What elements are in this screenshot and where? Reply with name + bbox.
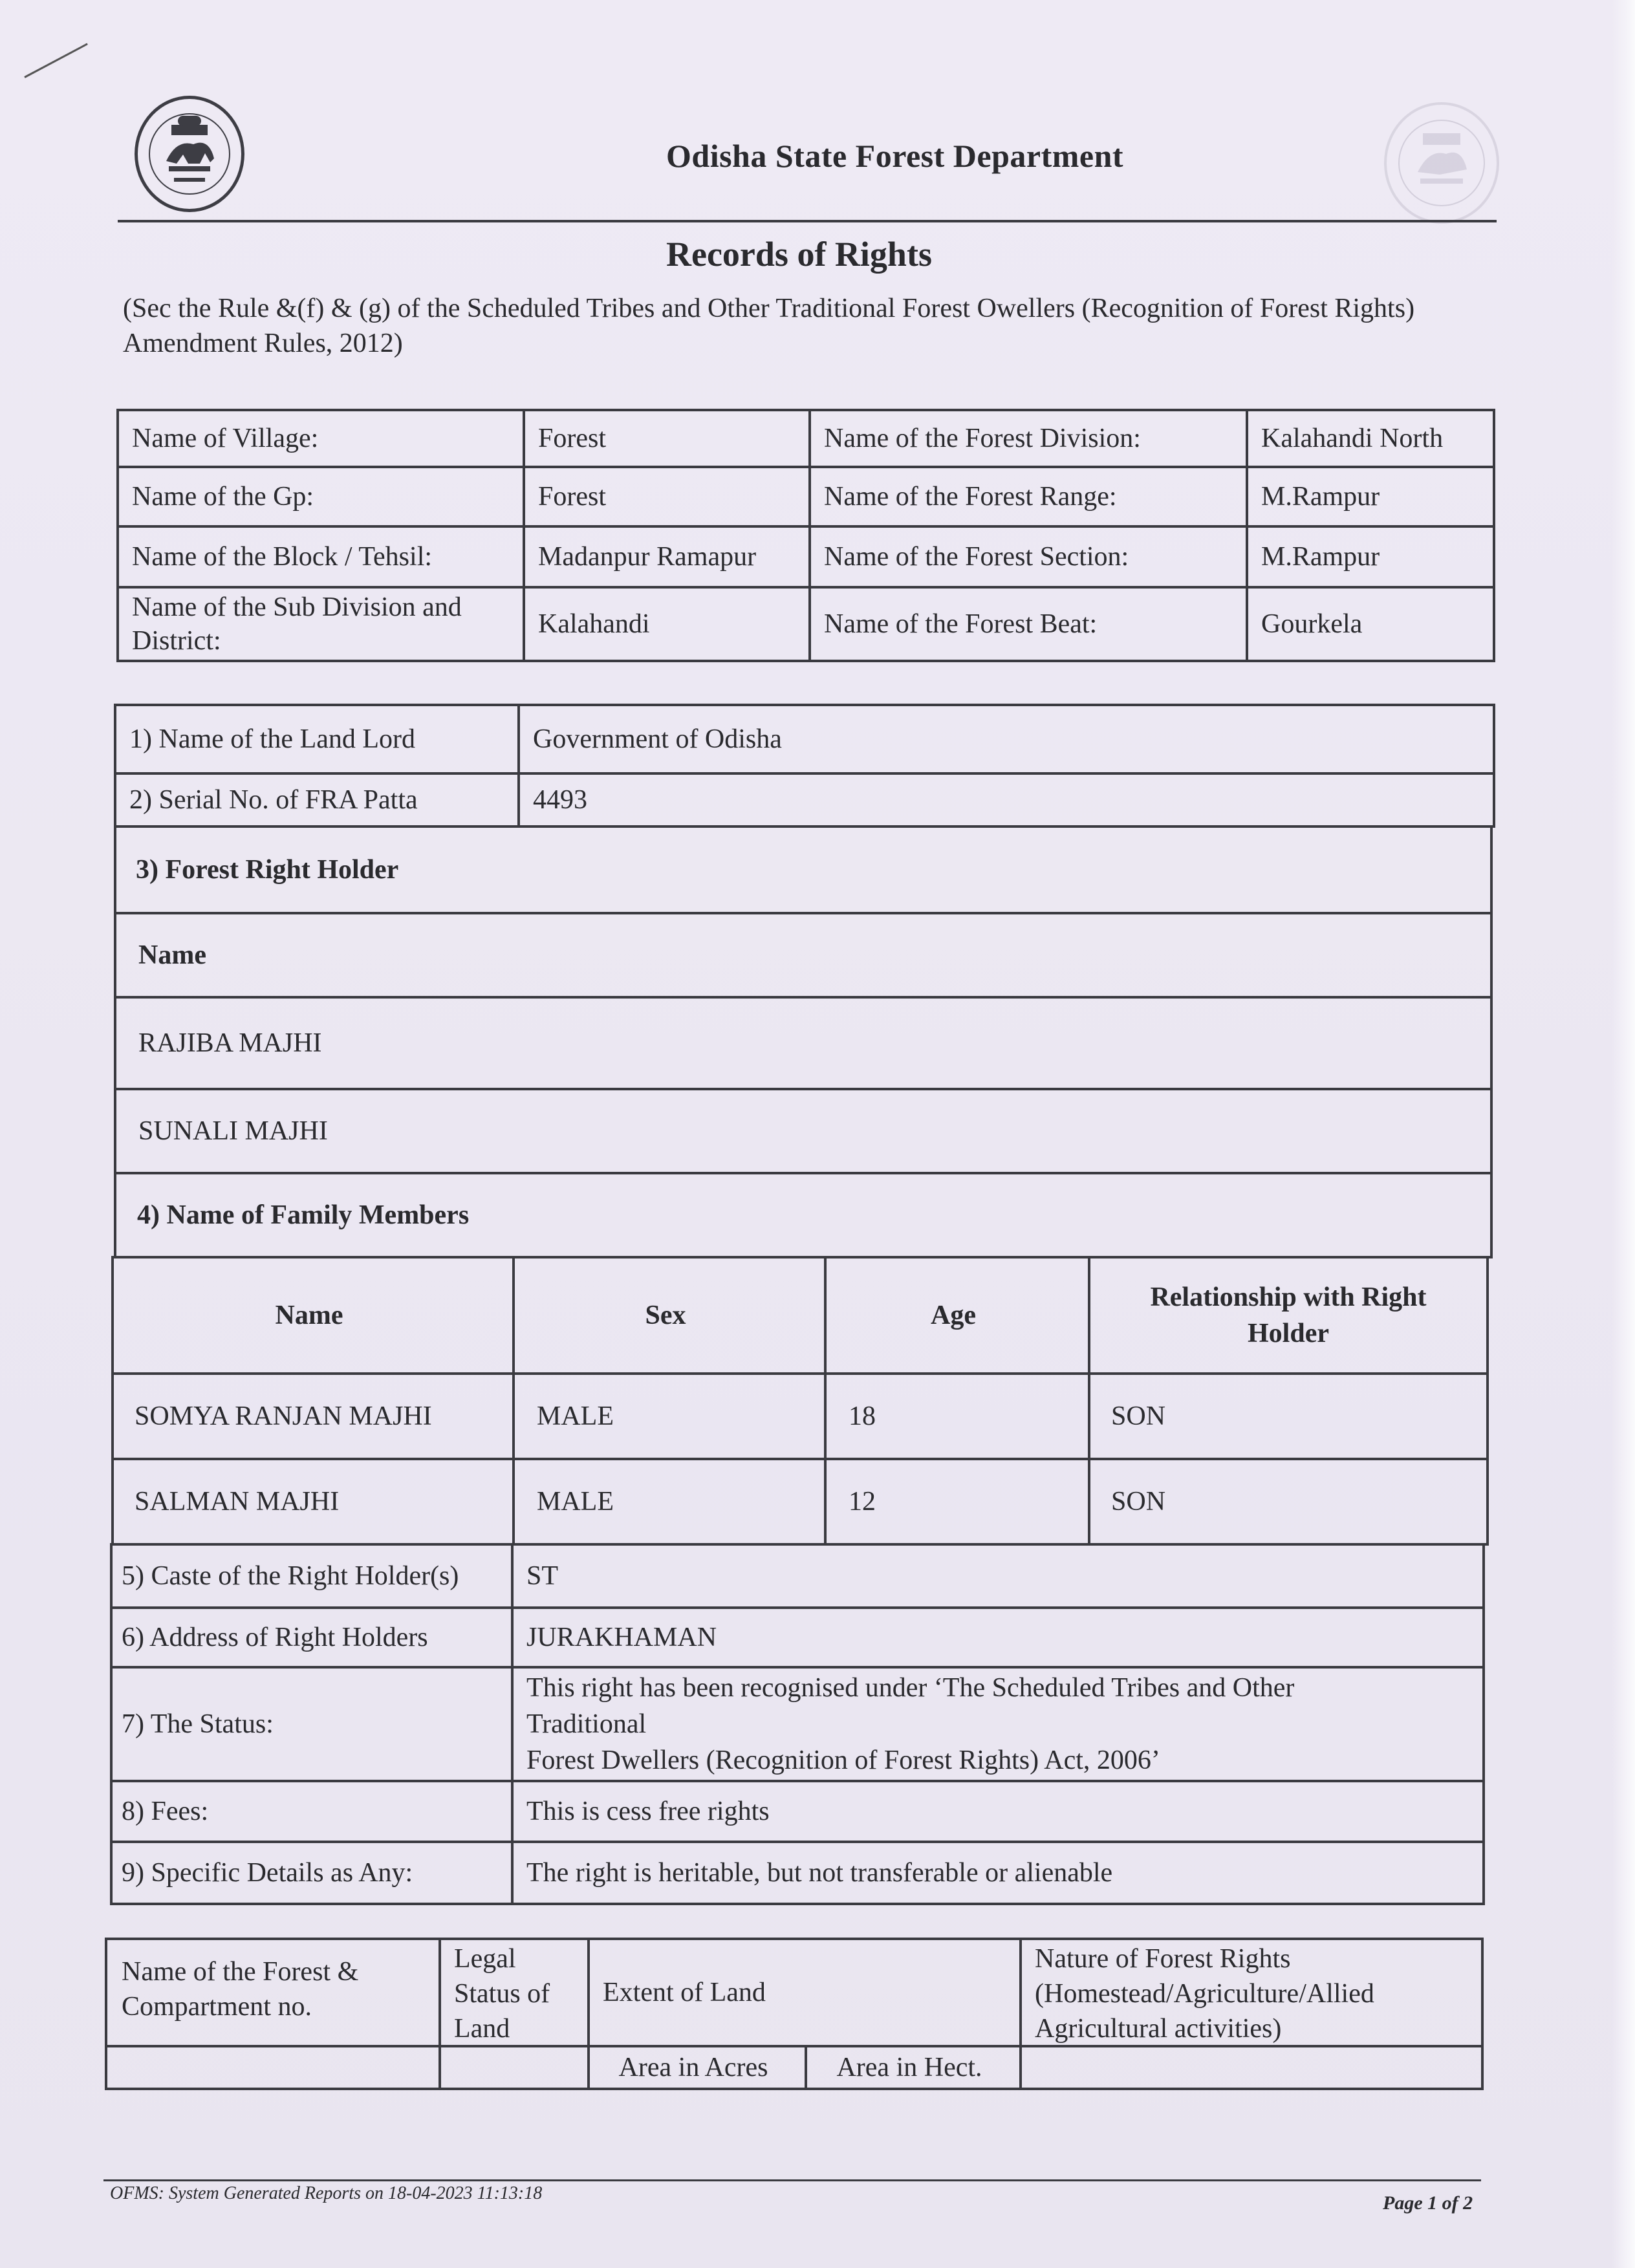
status-label: 7) The Status: — [110, 1666, 514, 1782]
right-holder-name-1: RAJIBA MAJHI — [114, 996, 1493, 1090]
forest-beat-value: Gourkela — [1246, 586, 1495, 662]
village-value: Forest — [523, 409, 811, 468]
serial-label: 2) Serial No. of FRA Patta — [114, 772, 520, 828]
forest-range-label: Name of the Forest Range: — [808, 466, 1248, 528]
family-row-2-age: 12 — [824, 1458, 1090, 1546]
family-row-1-name: SOMYA RANJAN MAJHI — [111, 1372, 515, 1460]
serial-value: 4493 — [517, 772, 1495, 828]
forest-compartment-header: Name of the Forest & Compartment no. — [105, 1938, 441, 2047]
pen-mark — [24, 43, 88, 78]
forest-range-value: M.Rampur — [1246, 466, 1495, 528]
village-label: Name of Village: — [116, 409, 525, 468]
page-number: Page 1 of 2 — [1383, 2192, 1473, 2214]
document-title: Records of Rights — [666, 235, 932, 274]
odisha-emblem-faded-icon — [1384, 102, 1499, 224]
subdivision-value: Kalahandi — [523, 586, 811, 662]
address-label: 6) Address of Right Holders — [110, 1606, 514, 1669]
landlord-label: 1) Name of the Land Lord — [114, 704, 520, 775]
family-row-1-age: 18 — [824, 1372, 1090, 1460]
status-line-1: This right has been recognised under ‘The Scheduled Tribes and Other — [526, 1673, 1295, 1703]
family-row-2-name: SALMAN MAJHI — [111, 1458, 515, 1546]
family-header-age: Age — [824, 1256, 1090, 1375]
family-row-1-sex: MALE — [512, 1372, 827, 1460]
page-edge-shadow — [1612, 0, 1635, 2268]
legal-status-header: Legal Status of Land — [439, 1938, 590, 2047]
gp-label: Name of the Gp: — [116, 466, 525, 528]
forest-beat-label: Name of the Forest Beat: — [808, 586, 1248, 662]
forest-section-label: Name of the Forest Section: — [808, 525, 1248, 589]
nature-of-rights-cell — [1019, 2045, 1484, 2090]
nature-of-rights-header: Nature of Forest Rights (Homestead/Agriculture/Allied Agricultural activities) — [1019, 1938, 1484, 2047]
landlord-value: Government of Odisha — [517, 704, 1495, 775]
area-hect-header: Area in Hect. — [805, 2045, 1022, 2090]
status-line-2: Traditional — [526, 1709, 647, 1739]
status-value — [511, 1666, 1485, 1782]
header-divider — [118, 220, 1497, 222]
family-members-heading: 4) Name of Family Members — [114, 1172, 1493, 1258]
extent-of-land-header: Extent of Land — [587, 1938, 1022, 2047]
right-holder-heading: 3) Forest Right Holder — [114, 825, 1493, 914]
family-header-name: Name — [111, 1256, 515, 1375]
status-line-3: Forest Dwellers (Recognition of Forest Rights) Act, 2006’ — [526, 1745, 1160, 1775]
specific-details-label: 9) Specific Details as Any: — [110, 1841, 514, 1905]
fees-value: This is cess free rights — [511, 1780, 1485, 1843]
gp-value: Forest — [523, 466, 811, 528]
generated-report-note: OFMS: System Generated Reports on 18-04-2023 11:13:18 — [110, 2183, 543, 2203]
forest-compartment-cell — [105, 2045, 441, 2090]
family-header-sex: Sex — [512, 1256, 827, 1375]
department-title: Odisha State Forest Department — [666, 138, 1124, 174]
family-row-1-relationship: SON — [1088, 1372, 1489, 1460]
family-header-relationship: Relationship with Right Holder — [1088, 1256, 1489, 1375]
specific-details-value: The right is heritable, but not transferable or alienable — [511, 1841, 1485, 1905]
name-heading: Name — [114, 912, 1493, 999]
odisha-emblem-icon — [135, 96, 244, 212]
block-value: Madanpur Ramapur — [523, 525, 811, 589]
fees-label: 8) Fees: — [110, 1780, 514, 1843]
block-label: Name of the Block / Tehsil: — [116, 525, 525, 589]
footer-divider — [103, 2179, 1481, 2181]
forest-section-value: M.Rampur — [1246, 525, 1495, 589]
family-row-2-sex: MALE — [512, 1458, 827, 1546]
family-row-2-relationship: SON — [1088, 1458, 1489, 1546]
right-holder-name-2: SUNALI MAJHI — [114, 1088, 1493, 1174]
caste-value: ST — [511, 1543, 1485, 1609]
document-subtitle: (Sec the Rule &(f) & (g) of the Scheduled Tribes and Other Traditional Forest Owellers (Recognition of Forest Rights) Amendment Rules, 2012) — [123, 294, 1415, 358]
forest-division-label: Name of the Forest Division: — [808, 409, 1248, 468]
area-acres-header: Area in Acres — [587, 2045, 807, 2090]
legal-status-cell — [439, 2045, 590, 2090]
address-value: JURAKHAMAN — [511, 1606, 1485, 1669]
forest-division-value: Kalahandi North — [1246, 409, 1495, 468]
caste-label: 5) Caste of the Right Holder(s) — [110, 1543, 514, 1609]
subdivision-label: Name of the Sub Division and District: — [116, 586, 525, 662]
